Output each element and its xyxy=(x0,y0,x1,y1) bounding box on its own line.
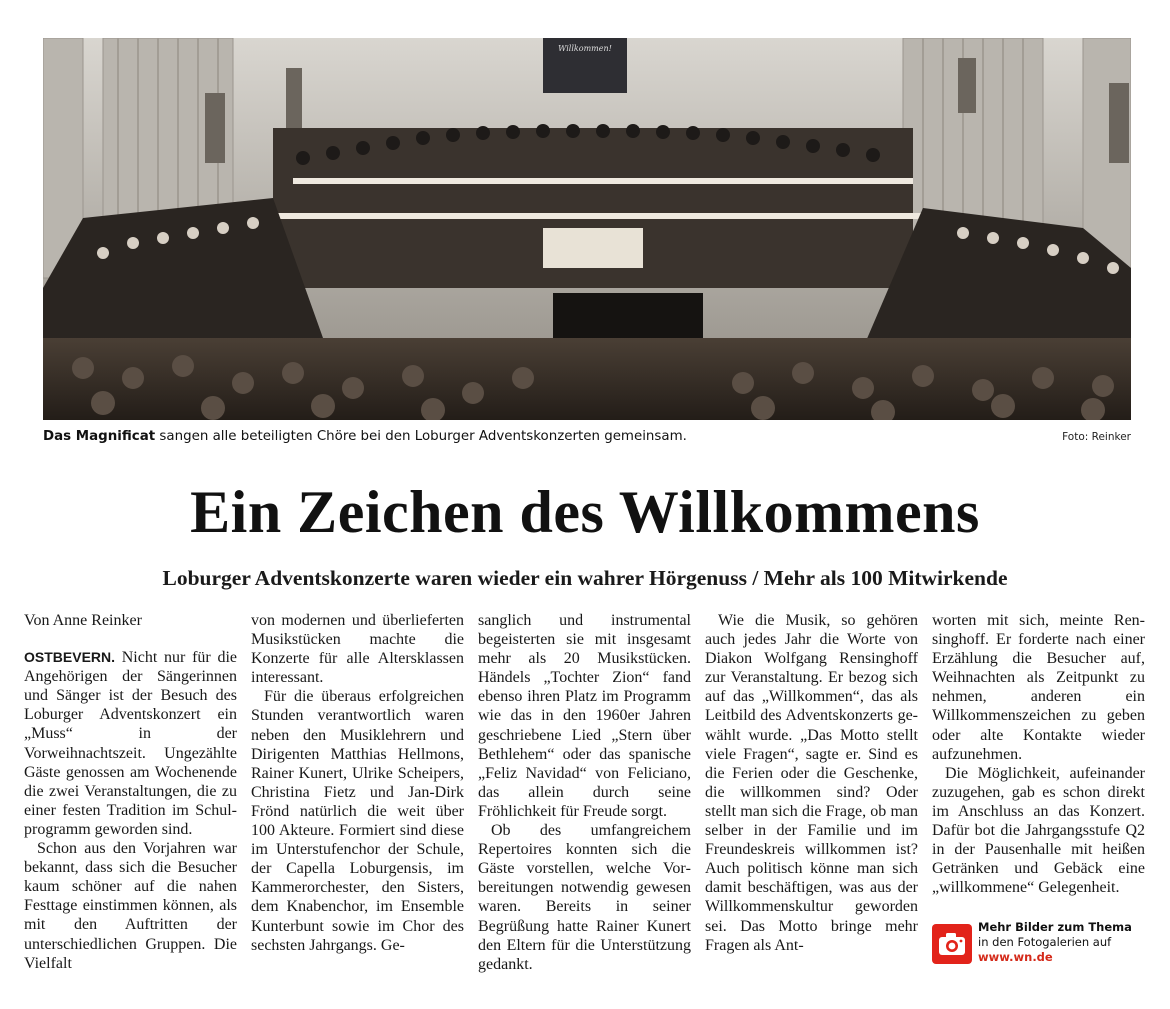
paragraph: Wie die Musik, so gehören auch jedes Jahr die Worte von Diakon Wolfgang Rensinghoff zur Veranstaltung. Er bezog sich auf das „Willkommen“, das als Leitbild des Adventskonzerts gewählt wurde. „Das Motto stellt viele Fragen“, sagte er. Sind es die Ferien oder die Geschenke, die willkommen sind? Oder stellt man sich die Frage, ob man selber in der Familie und im Freundeskreis willkommen ist? Auch politisch könne man sich damit beschäftigen, was aus der Willkommenskultur geworden sei. Das Motto bringe mehr Fragen als Ant- xyxy=(705,612,918,954)
promo-link[interactable]: www.wn.de xyxy=(978,950,1053,964)
byline: Von Anne Reinker xyxy=(24,612,142,629)
article-photo xyxy=(43,38,1131,420)
article-column-5 xyxy=(932,611,1145,897)
paragraph-text: Nicht nur für die Angehörigen der Sängerinnen und Sänger ist der Besuch des Loburger Adventskonzert ein „Muss“ in der Vorweihnachtszeit. Ungezählte Gäste genossen am Wochenende die zwei Veranstaltungen, die zu einer festen Tradition im Schulprogramm geworden sind. xyxy=(24,649,237,838)
concert-photo-illustration xyxy=(43,38,1131,420)
caption-text: sangen alle beteiligten Chöre bei den Loburger Adventskonzerten gemeinsam. xyxy=(155,429,687,444)
promo-title: Mehr Bilder zum Thema xyxy=(978,920,1132,934)
article-subheadline: Loburger Adventskonzerte waren wieder ein wahrer Hörgenuss / Mehr als 100 Mitwirkende xyxy=(162,566,1008,590)
dateline: OSTBEVERN. xyxy=(24,649,116,666)
caption-lead: Das Magnificat xyxy=(43,429,156,444)
photo-caption xyxy=(43,429,1131,449)
paragraph: Die Möglichkeit, aufeinander zuzugehen, gab es schon direkt im Anschluss an das Konzert. Dafür bot die Jahrgangsstufe Q2 in der Pausenhalle mit heißen Getränken und Gebäck eine „willkommene“ Gelegenheit. xyxy=(932,764,1145,897)
promo-text xyxy=(978,920,1152,965)
paragraph: Schon aus den Vorjahren war bekannt, dass sich die Besucher kaum schöner auf die nahen Festtage einstimmen können, als mit den Auftritten der unterschiedlichen Gruppen. Die Vielfalt xyxy=(24,840,237,972)
promo-description: in den Fotogalerien auf xyxy=(978,935,1112,949)
article-column-4 xyxy=(705,611,918,955)
article-column-3 xyxy=(478,611,691,974)
paragraph: von modernen und überlieferten Musikstücken machte die Konzerte für alle Altersklassen interessant. xyxy=(251,612,464,687)
paragraph: sanglich und instrumental begeisterten sie mit insgesamt mehr als 20 Musikstücken. Händels „Tochter Zion“ fand ebenso ihren Platz im Programm wie das in den 1960er Jahren geschriebene Lied „Stern über Bethlehem“ oder das spanische „Feliz Navidad“ von Feliciano, das allein durch seine Fröhlichkeit für Freude sorgt. xyxy=(478,612,691,820)
welcome-banner-text: Willkommen! xyxy=(558,44,612,53)
photo-credit: Foto: Reinker xyxy=(1062,431,1131,443)
paragraph: worten mit sich, meinte Rensinghoff. Er forderte nach einer Erzählung die Besucher auf, Weihnachten als Zeitpunkt zu nehmen, anderen ein Willkommenszeichen zu geben oder alte Kontakte wieder aufzunehmen. xyxy=(932,612,1145,763)
paragraph: Für die überaus erfolgreichen Stunden verantwortlich waren neben den Musiklehrern und Dirigenten Matthias Hellmons, Rainer Kunert, Ulrike Scheipers, Christina Fietz und Jan-Dirk Frönd natürlich die weit über 100 Akteure. Formiert sind diese im Unterstufenchor der Schule, der Capella Loburgensis, im Kammerorchester, den Sisters, dem Knabenchor, im Ensemble Kunterbunt sowie im Chor des sechsten Jahrgangs. Ge- xyxy=(251,688,464,954)
article-headline: Ein Zeichen des Willkommens xyxy=(190,479,980,545)
paragraph: Ob des umfangreichem Repertoires konnten sich die Gäste vorstellen, welche Vorbereitungen notwendig gewesen waren. Bereits in seiner Begrüßung hatte Rainer Kunert den Eltern für die Unterstützung gedankt. xyxy=(478,822,691,973)
article-column-2 xyxy=(251,611,464,955)
article-column-1 xyxy=(24,611,237,973)
more-photos-promo[interactable] xyxy=(932,920,1152,972)
paragraph xyxy=(24,648,237,839)
camera-icon xyxy=(932,924,972,964)
